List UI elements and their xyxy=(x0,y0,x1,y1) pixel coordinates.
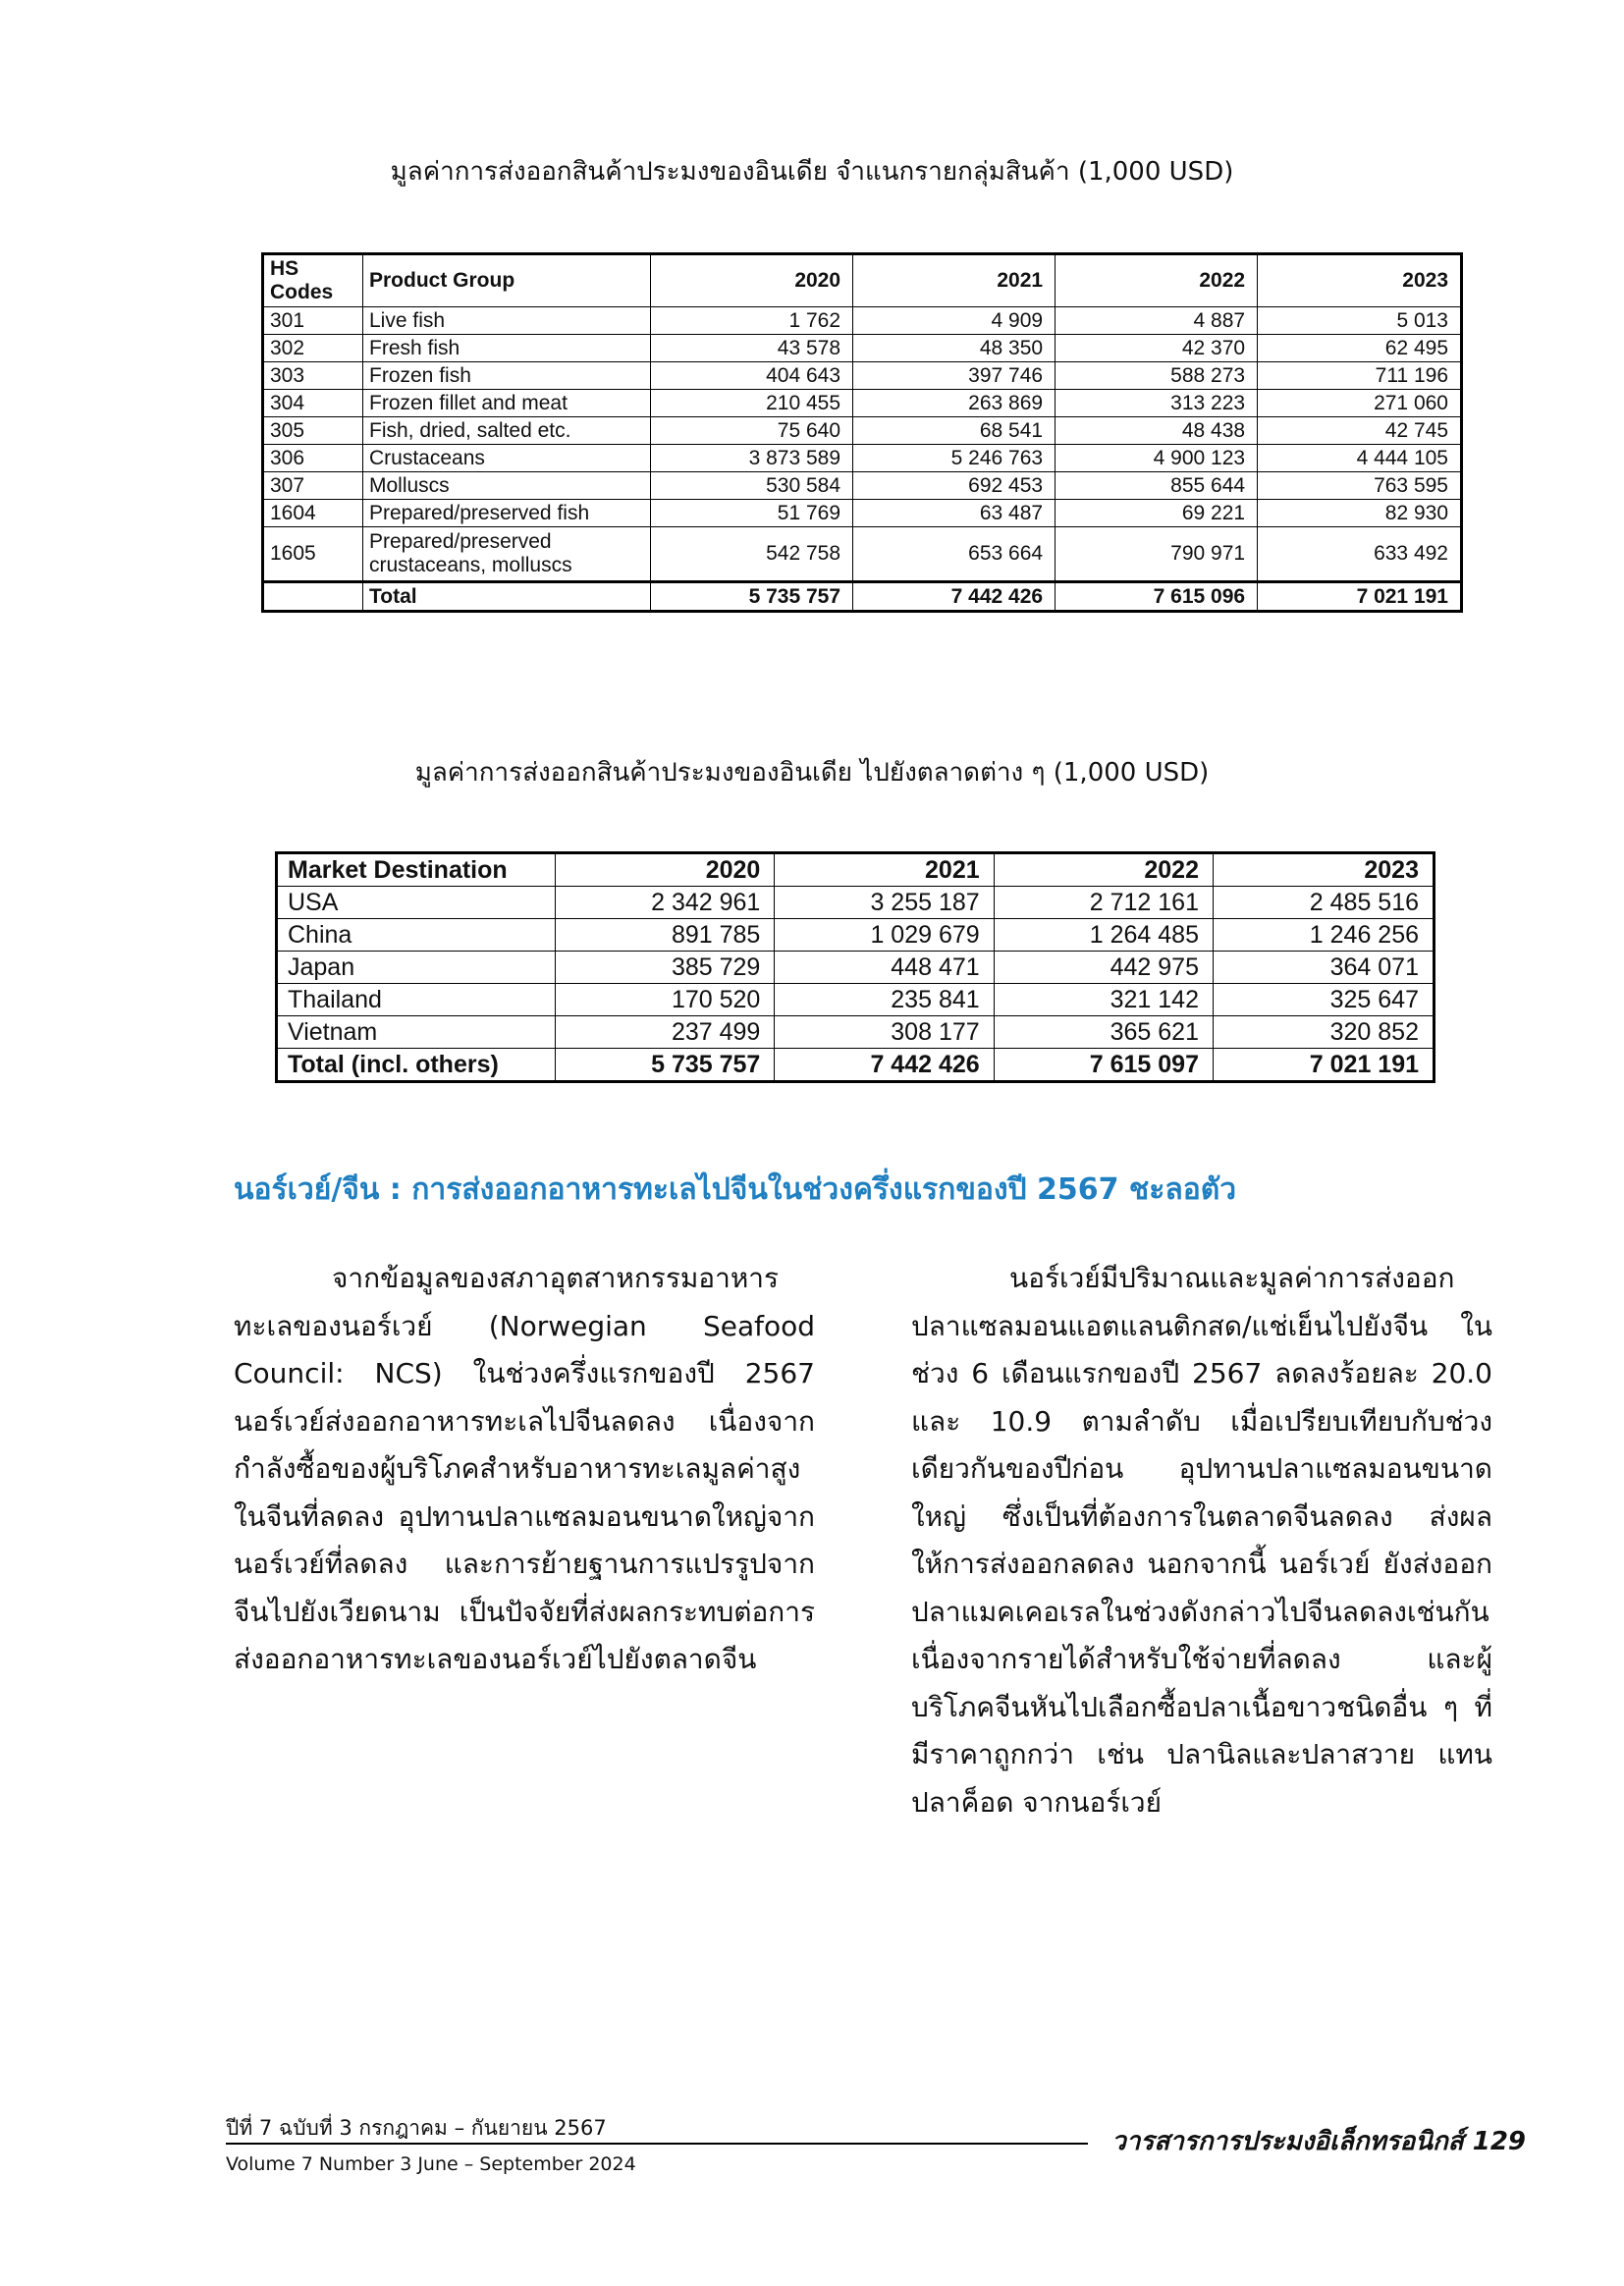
footer-issue-thai: ปีที่ 7 ฉบับที่ 3 กรกฎาคม – กันยายน 2567 xyxy=(226,2116,607,2140)
value-cell: 1 264 485 xyxy=(994,919,1213,952)
value-cell: 68 541 xyxy=(853,417,1056,445)
total-cell: 7 021 191 xyxy=(1258,582,1462,612)
value-cell: 170 520 xyxy=(556,984,775,1016)
article-heading: นอร์เวย์/จีน : การส่งออกอาหารทะเลไปจีนในช่วงครึ่งแรกของปี 2567 ชะลอตัว xyxy=(234,1172,1237,1207)
col-header-2023: 2023 xyxy=(1213,853,1434,887)
product-group-cell: Fresh fish xyxy=(363,335,651,362)
footer-issue-english: Volume 7 Number 3 June – September 2024 xyxy=(226,2153,636,2175)
value-cell: 51 769 xyxy=(651,500,853,527)
table-row xyxy=(263,472,1462,500)
value-cell: 1 762 xyxy=(651,307,853,335)
value-cell: 3 873 589 xyxy=(651,445,853,472)
table-row xyxy=(263,335,1462,362)
value-cell: 75 640 xyxy=(651,417,853,445)
value-cell: 48 438 xyxy=(1056,417,1258,445)
value-cell: 235 841 xyxy=(775,984,994,1016)
product-group-cell: Fish, dried, salted etc. xyxy=(363,417,651,445)
hs-code-cell: 307 xyxy=(263,472,363,500)
value-cell: 1 029 679 xyxy=(775,919,994,952)
market-cell: Japan xyxy=(277,952,556,984)
product-group-cell: Live fish xyxy=(363,307,651,335)
value-cell: 530 584 xyxy=(651,472,853,500)
value-cell: 82 930 xyxy=(1258,500,1462,527)
value-cell: 2 485 516 xyxy=(1213,887,1434,919)
value-cell: 653 664 xyxy=(853,527,1056,582)
footer-divider xyxy=(226,2143,1088,2145)
total-row xyxy=(277,1049,1435,1082)
hs-code-cell: 302 xyxy=(263,335,363,362)
value-cell: 1 246 256 xyxy=(1213,919,1434,952)
value-cell: 588 273 xyxy=(1056,362,1258,390)
col-header-2023: 2023 xyxy=(1258,254,1462,307)
table-row xyxy=(277,952,1435,984)
value-cell: 63 487 xyxy=(853,500,1056,527)
product-group-cell: Crustaceans xyxy=(363,445,651,472)
total-cell: 7 615 097 xyxy=(994,1049,1213,1082)
value-cell: 542 758 xyxy=(651,527,853,582)
market-cell: Vietnam xyxy=(277,1016,556,1049)
table-row xyxy=(277,1016,1435,1049)
col-header-product-group: Product Group xyxy=(363,254,651,307)
market-cell: China xyxy=(277,919,556,952)
product-group-cell: Frozen fish xyxy=(363,362,651,390)
product-group-cell: Frozen fillet and meat xyxy=(363,390,651,417)
total-label: Total (incl. others) xyxy=(277,1049,556,1082)
hs-code-cell: 303 xyxy=(263,362,363,390)
market-cell: Thailand xyxy=(277,984,556,1016)
total-cell: 7 442 426 xyxy=(853,582,1056,612)
article-paragraph-right: นอร์เวย์มีปริมาณและมูลค่าการส่งออกปลาแซลมอนแอตแลนติกสด/แช่เย็นไปยังจีน ในช่วง 6 เดือนแรกของปี 2567 ลดลงร้อยละ 20.0 และ 10.9 ตามลำดับ เมื่อเปรียบเทียบกับช่วงเดียวกันของปีก่อน อุปทานปลาแซลมอนขนาดใหญ่ ซึ่งเป็นที่ต้องการในตลาดจีนลดลง ส่งผลให้การส่งออกลดลง นอกจากนี้ นอร์เวย์ ยังส่งออกปลาแมคเคอเรลในช่วงดังกล่าวไปจีนลดลงเช่นกัน เนื่องจากรายได้สำหรับใช้จ่ายที่ลดลง และผู้บริโภคจีนหันไปเลือกซื้อปลาเนื้อขาวชนิดอื่น ๆ ที่มีราคาถูกกว่า เช่น ปลานิลและปลาสวาย แทนปลาค็อด จากนอร์เวย์ xyxy=(911,1262,1492,1819)
footer-journal-title: วารสารการประมงอิเล็กทรอนิกส์ 129 xyxy=(1111,2127,1526,2156)
value-cell: 5 246 763 xyxy=(853,445,1056,472)
value-cell: 633 492 xyxy=(1258,527,1462,582)
col-header-2022: 2022 xyxy=(1056,254,1258,307)
table1-caption: มูลค่าการส่งออกสินค้าประมงของอินเดีย จำแนกรายกลุ่มสินค้า (1,000 USD) xyxy=(390,157,1234,187)
hs-code-cell: 305 xyxy=(263,417,363,445)
value-cell: 4 887 xyxy=(1056,307,1258,335)
table-row xyxy=(263,390,1462,417)
hs-code-cell: 304 xyxy=(263,390,363,417)
product-group-cell: Prepared/preserved crustaceans, molluscs xyxy=(363,527,651,582)
value-cell: 404 643 xyxy=(651,362,853,390)
value-cell: 448 471 xyxy=(775,952,994,984)
value-cell: 385 729 xyxy=(556,952,775,984)
value-cell: 3 255 187 xyxy=(775,887,994,919)
value-cell: 711 196 xyxy=(1258,362,1462,390)
value-cell: 397 746 xyxy=(853,362,1056,390)
table-row xyxy=(263,417,1462,445)
value-cell: 313 223 xyxy=(1056,390,1258,417)
value-cell: 855 644 xyxy=(1056,472,1258,500)
table-row xyxy=(263,527,1462,582)
value-cell: 2 342 961 xyxy=(556,887,775,919)
hs-code-cell: 301 xyxy=(263,307,363,335)
value-cell: 48 350 xyxy=(853,335,1056,362)
total-cell: 7 021 191 xyxy=(1213,1049,1434,1082)
col-header-2022: 2022 xyxy=(994,853,1213,887)
value-cell: 5 013 xyxy=(1258,307,1462,335)
product-group-cell: Prepared/preserved fish xyxy=(363,500,651,527)
col-header-2020: 2020 xyxy=(651,254,853,307)
value-cell: 442 975 xyxy=(994,952,1213,984)
value-cell: 4 900 123 xyxy=(1056,445,1258,472)
value-cell: 364 071 xyxy=(1213,952,1434,984)
total-cell: 5 735 757 xyxy=(651,582,853,612)
value-cell: 763 595 xyxy=(1258,472,1462,500)
col-header-hs-codes: HS Codes xyxy=(263,254,363,307)
table-row xyxy=(263,307,1462,335)
col-header-market: Market Destination xyxy=(277,853,556,887)
value-cell: 62 495 xyxy=(1258,335,1462,362)
value-cell: 263 869 xyxy=(853,390,1056,417)
value-cell: 325 647 xyxy=(1213,984,1434,1016)
total-label: Total xyxy=(363,582,651,612)
value-cell: 891 785 xyxy=(556,919,775,952)
product-group-table xyxy=(261,252,1463,613)
value-cell: 692 453 xyxy=(853,472,1056,500)
market-destination-table xyxy=(275,851,1435,1083)
value-cell: 2 712 161 xyxy=(994,887,1213,919)
value-cell: 271 060 xyxy=(1258,390,1462,417)
col-header-2021: 2021 xyxy=(853,254,1056,307)
total-cell xyxy=(263,582,363,612)
hs-code-cell: 306 xyxy=(263,445,363,472)
col-header-2020: 2020 xyxy=(556,853,775,887)
value-cell: 43 578 xyxy=(651,335,853,362)
value-cell: 4 909 xyxy=(853,307,1056,335)
col-header-2021: 2021 xyxy=(775,853,994,887)
total-cell: 7 442 426 xyxy=(775,1049,994,1082)
table-row xyxy=(277,887,1435,919)
value-cell: 790 971 xyxy=(1056,527,1258,582)
table-row xyxy=(263,500,1462,527)
table-row xyxy=(277,919,1435,952)
total-row xyxy=(263,582,1462,612)
value-cell: 320 852 xyxy=(1213,1016,1434,1049)
value-cell: 42 745 xyxy=(1258,417,1462,445)
total-cell: 5 735 757 xyxy=(556,1049,775,1082)
value-cell: 210 455 xyxy=(651,390,853,417)
total-cell: 7 615 096 xyxy=(1056,582,1258,612)
article-paragraph-left: จากข้อมูลของสภาอุตสาหกรรมอาหารทะเลของนอร์เวย์ (Norwegian Seafood Council: NCS) ในช่วงครึ่งแรกของปี 2567 นอร์เวย์ส่งออกอาหารทะเลไปจีนลดลง เนื่องจากกำลังซื้อของผู้บริโภคสำหรับอาหารทะเลมูลค่าสูงในจีนที่ลดลง อุปทานปลาแซลมอนขนาดใหญ่จากนอร์เวย์ที่ลดลง และการย้ายฐานการแปรรูปจากจีนไปยังเวียดนาม เป็นปัจจัยที่ส่งผลกระทบต่อการส่งออกอาหารทะเลของนอร์เวย์ไปยังตลาดจีน xyxy=(234,1262,815,1675)
table-row xyxy=(263,445,1462,472)
table-row xyxy=(263,362,1462,390)
product-group-cell: Molluscs xyxy=(363,472,651,500)
value-cell: 69 221 xyxy=(1056,500,1258,527)
value-cell: 4 444 105 xyxy=(1258,445,1462,472)
hs-code-cell: 1605 xyxy=(263,527,363,582)
value-cell: 308 177 xyxy=(775,1016,994,1049)
value-cell: 42 370 xyxy=(1056,335,1258,362)
value-cell: 365 621 xyxy=(994,1016,1213,1049)
table2-caption: มูลค่าการส่งออกสินค้าประมงของอินเดีย ไปยังตลาดต่าง ๆ (1,000 USD) xyxy=(414,758,1210,788)
market-cell: USA xyxy=(277,887,556,919)
value-cell: 237 499 xyxy=(556,1016,775,1049)
value-cell: 321 142 xyxy=(994,984,1213,1016)
hs-code-cell: 1604 xyxy=(263,500,363,527)
table-row xyxy=(277,984,1435,1016)
